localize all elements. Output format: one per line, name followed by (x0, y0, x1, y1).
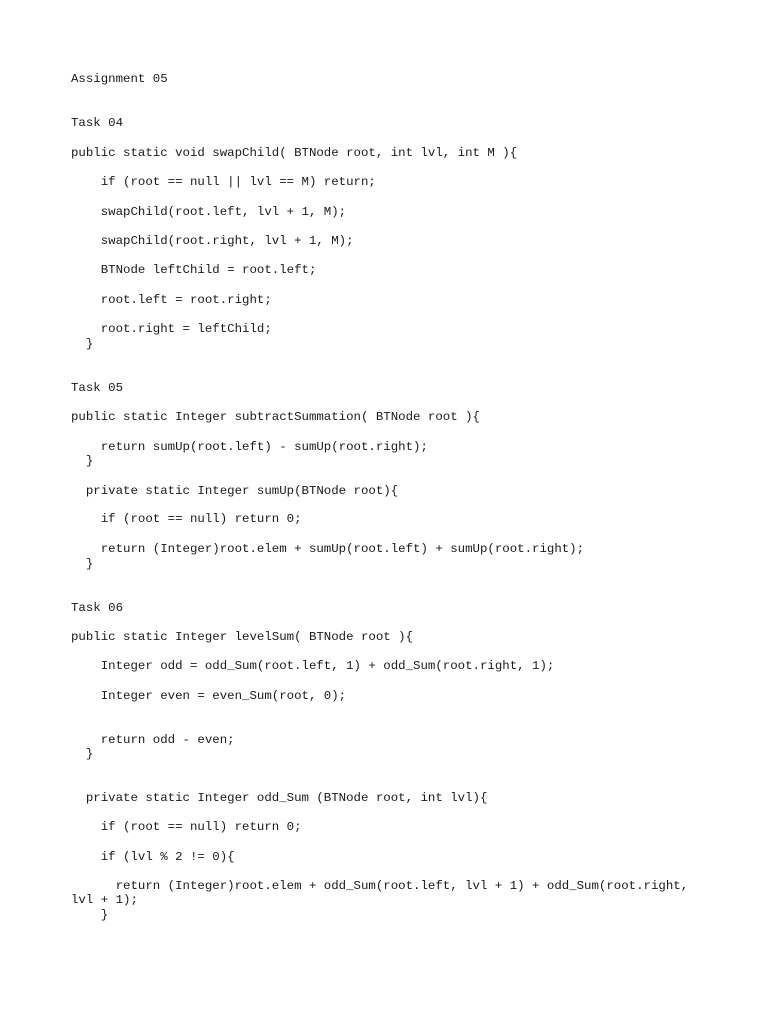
code-line: if (root == null) return 0; (71, 512, 302, 526)
code-line: if (lvl % 2 != 0){ (71, 850, 235, 864)
code-line: Integer even = even_Sum(root, 0); (71, 689, 347, 703)
code-line: BTNode leftChild = root.left; (71, 263, 317, 277)
code-line: lvl + 1); (71, 893, 138, 907)
code-line: if (root == null || lvl == M) return; (71, 175, 376, 189)
code-line: return sumUp(root.left) - sumUp(root.right); (71, 440, 428, 454)
code-line: } (71, 337, 94, 351)
code-line: } (71, 747, 94, 761)
code-line: return odd - even; (71, 733, 235, 747)
task-04-heading: Task 04 (71, 116, 124, 130)
code-line: public static void swapChild( BTNode root, int lvl, int M ){ (71, 146, 518, 160)
code-line: public static Integer subtractSummation( BTNode root ){ (71, 410, 480, 424)
code-line: } (71, 454, 94, 468)
code-line: private static Integer odd_Sum (BTNode root, int lvl){ (71, 791, 488, 805)
task-05-heading: Task 05 (71, 381, 124, 395)
code-line: return (Integer)root.elem + sumUp(root.left) + sumUp(root.right); (71, 542, 585, 556)
code-line: swapChild(root.left, lvl + 1, M); (71, 205, 347, 219)
code-line: private static Integer sumUp(BTNode root){ (71, 484, 399, 498)
code-line: root.right = leftChild; (71, 322, 272, 336)
task-06-heading: Task 06 (71, 601, 124, 615)
code-line: if (root == null) return 0; (71, 820, 302, 834)
code-line: } (71, 557, 94, 571)
code-line: public static Integer levelSum( BTNode root ){ (71, 630, 414, 644)
code-line: return (Integer)root.elem + odd_Sum(root.left, lvl + 1) + odd_Sum(root.right, (71, 879, 689, 893)
assignment-title: Assignment 05 (71, 72, 168, 86)
code-line: root.left = root.right; (71, 293, 272, 307)
code-line: Integer odd = odd_Sum(root.left, 1) + odd_Sum(root.right, 1); (71, 659, 555, 673)
code-line: } (71, 908, 109, 922)
code-line: swapChild(root.right, lvl + 1, M); (71, 234, 354, 248)
